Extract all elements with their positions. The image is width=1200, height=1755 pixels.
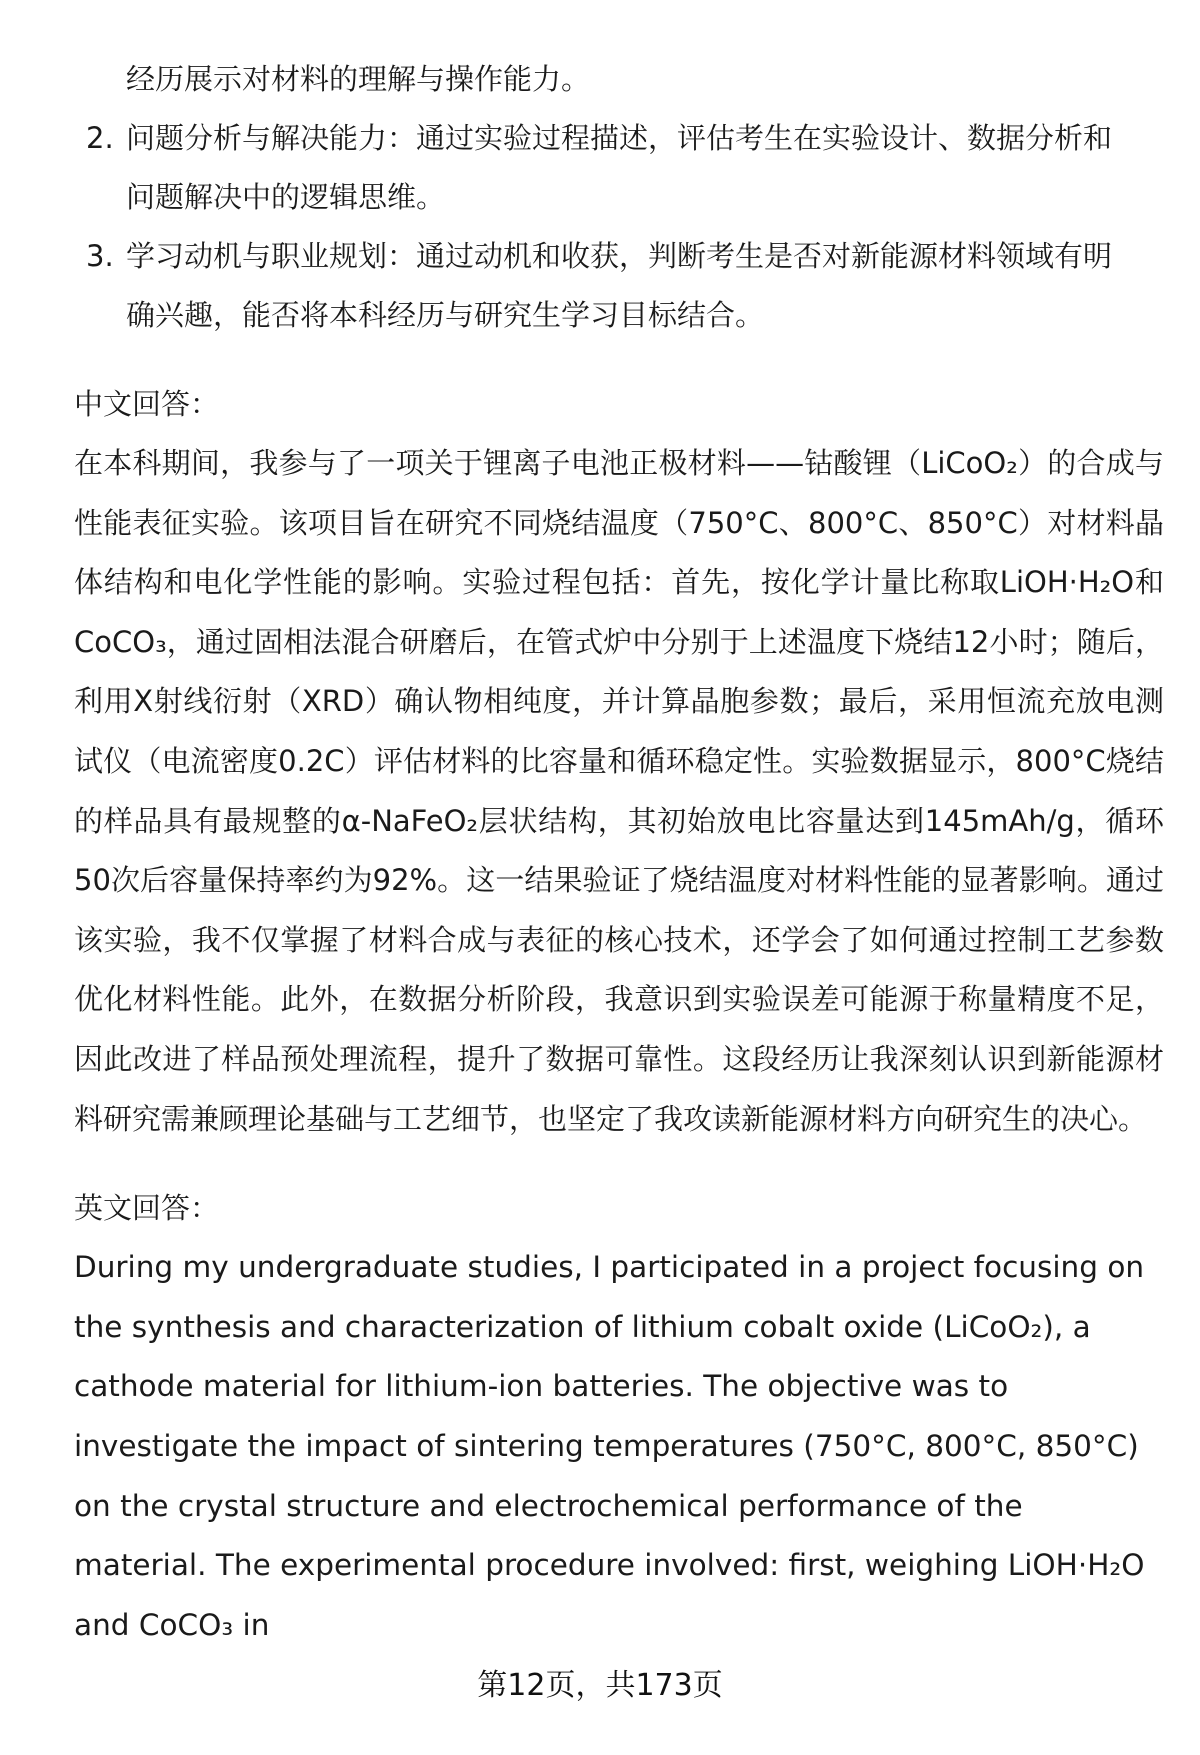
list-number: 3. (86, 239, 114, 273)
list-number: 2. (86, 121, 114, 155)
list-item-2-line-2 (74, 168, 1164, 227)
list-item-3 (74, 227, 1164, 286)
list-item-1-continuation (74, 50, 1164, 109)
spacer (74, 345, 1164, 375)
page-number-footer: 第12页，共173页 (477, 1668, 723, 1703)
list-item-text: 问题解决中的逻辑思维。 (126, 180, 446, 214)
list-item-text: 问题分析与解决能力：通过实验过程描述，评估考生在实验设计、数据分析和 (126, 121, 1113, 155)
list-item-text: 学习动机与职业规划：通过动机和收获，判断考生是否对新能源材料领域有明 (126, 239, 1113, 273)
list-item-text: 经历展示对材料的理解与操作能力。 (126, 62, 591, 96)
list-item-text: 确兴趣，能否将本科经历与研究生学习目标结合。 (126, 298, 765, 332)
chinese-answer-title: 中文回答： (74, 387, 220, 421)
english-answer-paragraph: During my undergraduate studies, I participated in a project focusing on the synthesis and characterization of lithium cobalt oxide (LiCoO₂), a cathode material for lithium-ion batteries. The objective was to investigate the impact of sintering temperatures (750°C, 800°C, 850°C) on the crystal structure and electrochemical performance of the material. The experimental procedure involved: first, weighing LiOH·H₂O and CoCO₃ in (74, 1250, 1145, 1642)
chinese-answer-paragraph: 在本科期间，我参与了一项关于锂离子电池正极材料——钴酸锂（LiCoO₂）的合成与性能表征实验。该项目旨在研究不同烧结温度（750°C、800°C、850°C）对材料晶体结构和电化学性能的影响。实验过程包括：首先，按化学计量比称取LiOH·H₂O和CoCO₃，通过固相法混合研磨后，在管式炉中分别于上述温度下烧结12小时；随后，利用X射线衍射（XRD）确认物相纯度，并计算晶胞参数；最后，采用恒流充放电测试仪（电流密度0.2C）评估材料的比容量和循环稳定性。实验数据显示，800°C烧结的样品具有最规整的α-NaFeO₂层状结构，其初始放电比容量达到145mAh/g，循环50次后容量保持率约为92%。这一结果验证了烧结温度对材料性能的显著影响。通过该实验，我不仅掌握了材料合成与表征的核心技术，还学会了如何通过控制工艺参数优化材料性能。此外，在数据分析阶段，我意识到实验误差可能源于称量精度不足，因此改进了样品预处理流程，提升了数据可靠性。这段经历让我深刻认识到新能源材料研究需兼顾理论基础与工艺细节，也坚定了我攻读新能源材料方向研究生的决心。 (74, 446, 1164, 1136)
spacer (74, 1149, 1164, 1179)
list-item-3-line-2 (74, 286, 1164, 345)
english-answer-title: 英文回答： (74, 1191, 220, 1226)
page-content (74, 50, 1164, 1655)
list-item-2 (74, 109, 1164, 168)
